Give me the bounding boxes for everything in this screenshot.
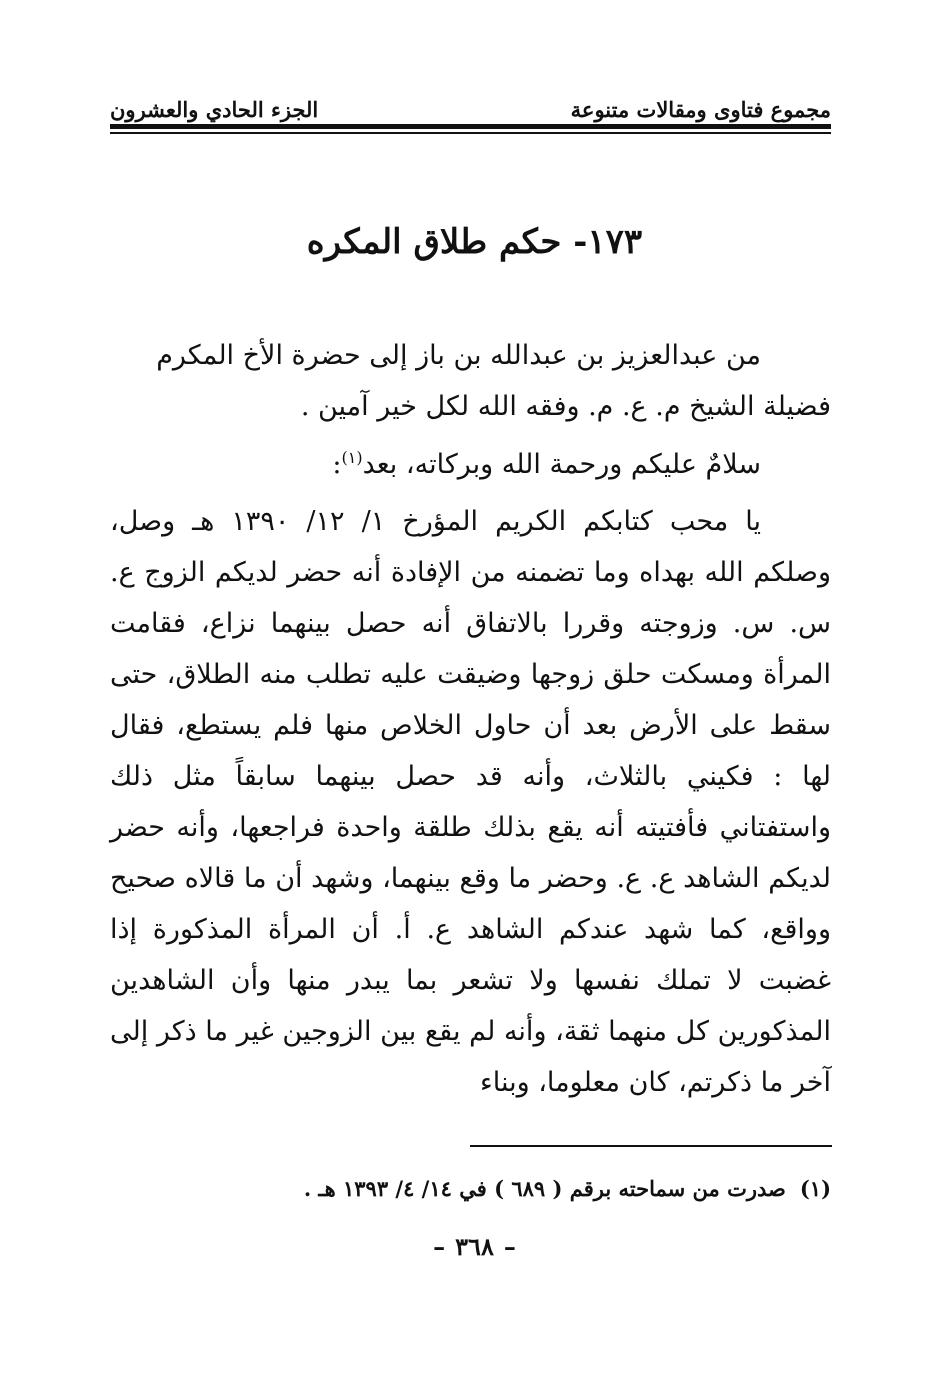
fatwa-title: ١٧٣- حكم طلاق المكره — [306, 222, 643, 262]
body-paragraph: يا محب كتابكم الكريم المؤرخ ١/ ١٢/ ١٣٩٠ هـ وصل، وصلكم الله بهداه وما تضمنه من الإفادة أنه حضر لديكم الزوج ع. س. س. وزوجته وقررا بالاتفاق أنه حصل بينهما نزاع، فقامت المرأة ومسكت حلق زوجها وضيقت عليه تطلب منه الطلاق، حتى سقط على الأرض بعد أن حاول الخلاص منها فلم يستطع، فقال لها : فكيني بالثلاث، وأنه قد حصل بينهما سابقاً مثل ذلك واستفتاني فأفتيته أنه يقع بذلك طلقة واحدة فراجعها، وأنه حضر لديكم الشاهد ع. ع. وحضر ما وقع بينهما، وشهد أن ما قالاه صحيح وواقع، كما شهد عندكم الشاهد ع. أ. أن المرأة المذكورة إذا غضبت لا تملك نفسها ولا تشعر بما يبدر منها وأن الشاهدين المذكورين كل منهما ثقة، وأنه لم يقع بين الزوجين غير ما ذكر إلى آخر ما ذكرتم، كان معلوما، وبناء — [110, 506, 831, 1098]
footnote-marker: (١) — [799, 1176, 831, 1201]
intro-line-1: من عبدالعزيز بن عبدالله بن باز إلى حضرة الأخ المكرم — [156, 340, 761, 371]
page-number-value: ٣٦٨ — [455, 1232, 494, 1261]
footnote-text: صدرت من سماحته برقم ( ٦٨٩ ) في ١٤/ ٤/ ١٣٩٣ هـ . — [303, 1176, 786, 1201]
intro-line-2: فضيلة الشيخ م. ع. م. وفقه الله لكل خير آمين . — [300, 391, 831, 422]
header-volume: الجزء الحادي والعشرون — [110, 97, 319, 122]
greeting-line — [110, 432, 831, 490]
header-rule-thick — [110, 124, 831, 129]
letter-intro — [110, 330, 831, 490]
page-number-dash-right: – — [503, 1232, 516, 1261]
footnote-reference: (١) — [341, 448, 363, 467]
header-book-title: مجموع فتاوى ومقالات متنوعة — [570, 97, 831, 122]
letter-body — [110, 496, 831, 1108]
page-number-dash-left: – — [433, 1232, 446, 1261]
footnote-separator — [470, 1145, 832, 1147]
header-rule-thin — [110, 132, 831, 134]
greeting-colon: : — [332, 449, 342, 480]
running-header — [110, 90, 831, 122]
greeting-text: سلامٌ عليكم ورحمة الله وبركاته، بعد — [362, 449, 761, 480]
page-number — [0, 1232, 949, 1261]
footnote — [110, 1174, 831, 1204]
